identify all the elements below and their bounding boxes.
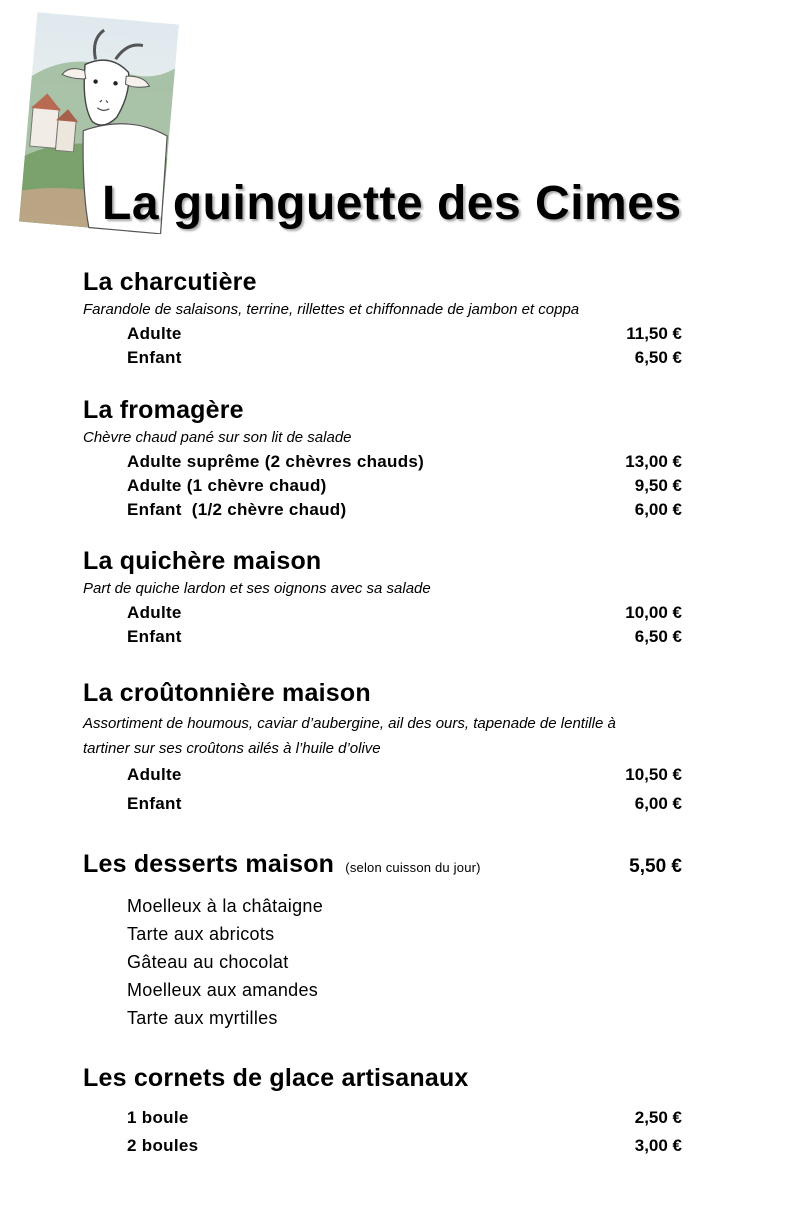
section-title-charcutiere: La charcutière (83, 268, 257, 296)
section-description-croutonniere-line2: tartiner sur ses croûtons ailés à l’huile d’olive (83, 740, 381, 757)
item-label: Enfant (1/2 chèvre chaud) (127, 500, 347, 519)
section-title-croutonniere: La croûtonnière maison (83, 679, 371, 707)
dessert-item: Moelleux aux amandes (127, 980, 319, 1000)
desserts-note: (selon cuisson du jour) (345, 860, 481, 875)
item-label: 2 boules (127, 1136, 199, 1155)
item-price: 13,00 € (625, 452, 682, 471)
section-title-glaces: Les cornets de glace artisanaux (83, 1064, 469, 1092)
item-label: Enfant (127, 794, 182, 813)
desserts-title-text: Les desserts maison (83, 850, 335, 878)
item-label: Adulte suprême (2 chèvres chauds) (127, 452, 425, 471)
dessert-item: Tarte aux abricots (127, 924, 275, 944)
section-title-fromagere: La fromagère (83, 396, 244, 424)
section-title-quichere: La quichère maison (83, 547, 322, 575)
dessert-item: Moelleux à la châtaigne (127, 896, 324, 916)
item-price: 10,00 € (625, 603, 682, 622)
item-label: 1 boule (127, 1108, 189, 1127)
section-description-croutonniere-line1: Assortiment de houmous, caviar d’aubergine, ail des ours, tapenade de lentille à (83, 715, 616, 732)
item-price: 10,50 € (625, 765, 682, 784)
item-price: 3,00 € (634, 1136, 682, 1155)
section-description-fromagere: Chèvre chaud pané sur son lit de salade (83, 429, 352, 446)
item-price: 6,00 € (634, 794, 682, 813)
item-label: Adulte (127, 603, 182, 622)
dessert-item: Tarte aux myrtilles (127, 1008, 278, 1028)
item-price: 6,50 € (634, 348, 682, 367)
item-price: 11,50 € (626, 324, 682, 343)
item-price: 2,50 € (634, 1108, 682, 1127)
item-price: 9,50 € (634, 476, 682, 495)
item-label: Adulte (127, 324, 182, 343)
item-label: Adulte (127, 765, 182, 784)
item-price: 6,00 € (634, 500, 682, 519)
restaurant-title: La guinguette des Cimes (102, 177, 682, 230)
dessert-item: Gâteau au chocolat (127, 952, 289, 972)
item-label: Enfant (127, 348, 182, 367)
item-price: 6,50 € (634, 627, 682, 646)
item-label: Enfant (127, 627, 182, 646)
section-description-quichere: Part de quiche lardon et ses oignons avec sa salade (83, 580, 431, 597)
section-title-desserts (83, 850, 481, 879)
section-description-charcutiere: Farandole de salaisons, terrine, rillettes et chiffonnade de jambon et coppa (83, 301, 580, 318)
item-label: Adulte (1 chèvre chaud) (127, 476, 327, 495)
desserts-price: 5,50 € (629, 856, 682, 877)
